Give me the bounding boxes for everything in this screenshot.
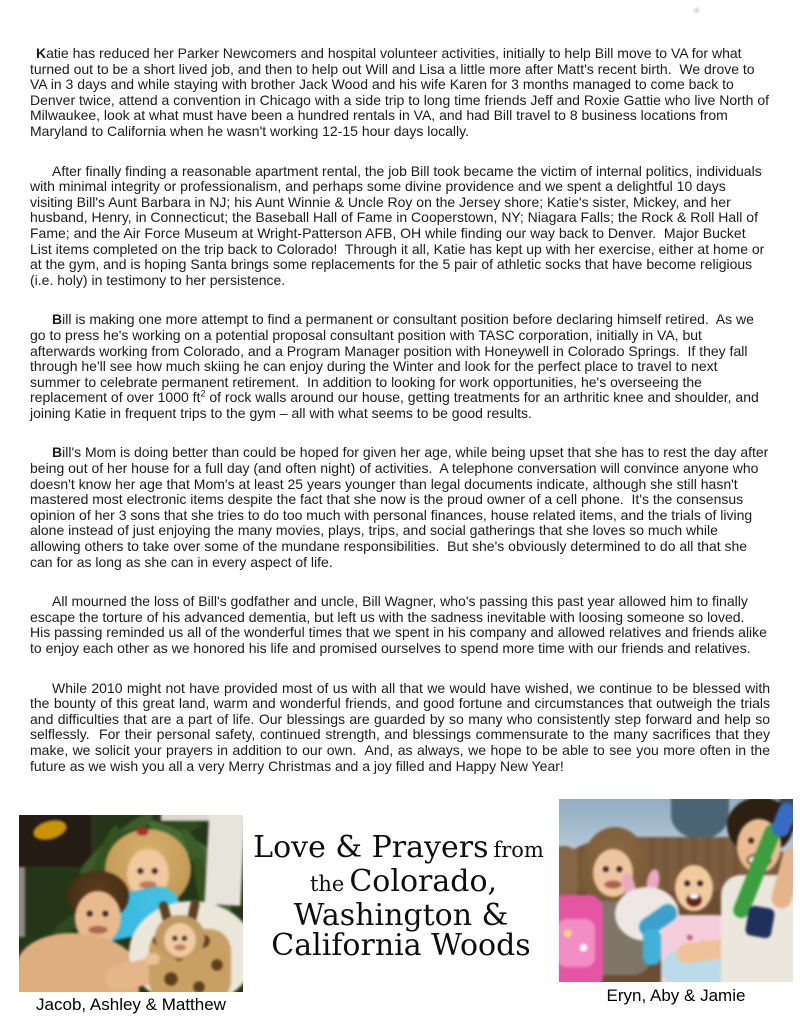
- paragraph-katie: [30, 45, 773, 140]
- navy-toy-part: [745, 905, 776, 939]
- closing-small-text: from: [493, 838, 544, 862]
- hair-bow: [137, 827, 148, 835]
- paragraph-blessings: [30, 679, 774, 775]
- photo-eryn-aby-jamie: [559, 799, 793, 982]
- photo-illustration: [19, 815, 243, 992]
- closing-line-4: California Woods: [271, 928, 531, 963]
- paragraph-text: atie has reduced her Parker Newcomers and hospital volunteer activities, initially to help Bill move to VA for what turned out to be a short lived job, and then to help out Will and Lisa a little more after Matt's recent birth. We drove to VA in 3 days and while staying with brother Jack Wood and his wife Karen for 3 months managed to come back to Denver twice, attend a convention in Chicago with a side trip to long time friends Jeff and Roxie Gattie who live North of Milwaukee, look at what must have been a hundred rentals in VA, and had Bill travel to 8 business locations from Maryland to California when he wasn't working 12-15 hour days locally.: [30, 45, 773, 139]
- closing-small-text: the: [309, 872, 345, 896]
- closing-line-1: [245, 830, 557, 867]
- paragraph-text: All mourned the loss of Bill's godfather and uncle, Bill Wagner, who's passing this past year allowed him to finally escape the torture of his advanced dementia, but left us with the sadness inevitable with loosing someone so loved. His passing reminded us all of the wonderful times that we spent in his company and allowed relatives and friends alike to enjoy each other as we honored his life and promised ourselves to spend more time with our friends and relatives.: [30, 593, 771, 656]
- photo-jacob-ashley-matthew: [19, 815, 243, 992]
- closing-line-3: Washington &: [293, 898, 509, 933]
- white-post: [204, 815, 243, 906]
- superscript-2: 2: [200, 388, 206, 399]
- paragraph-trip: [30, 164, 770, 289]
- paragraph-text: After finally finding a reasonable apartment rental, the job Bill took became the victim of internal politics, individuals with minimal integrity or professionalism, and perhaps some divine providence and we spent a delightful 10 days visiting Bill's Aunt Barbara in NJ; his Aunt Winnie & Uncle Roy on the Jersey shore; Katie's sister, Mickey, and her husband, Henry, in Connecticut; the Baseball Hall of Fame in Cooperstown, NY; Niagara Falls; the Rock & Roll Hall of Fame; and the Air Force Museum at Wright-Patterson AFB, OH while finding our way back to Denver. Major Bucket List items completed on the trip back to Colorado! Through it all, Katie has kept up with her exercise, either at home or at the gym, and is hoping Santa brings some replacements for the 5 pair of athletic socks that have become religious (i.e. holy) in testimony to her persistence.: [30, 162, 769, 288]
- girl2-face: [675, 865, 713, 911]
- scan-artifact: [692, 6, 701, 15]
- paragraph-bill-wagner: [30, 594, 770, 656]
- baby-hand: [145, 953, 160, 965]
- photo-illustration: [559, 799, 793, 982]
- closing-greeting: [245, 830, 557, 963]
- paragraph-text: ill is making one more attempt to find a permanent or consultant position before declaring himself retired. As we go to press he's working on a potential proposal consultant position with TASC corporation, initially in VA, but afterwards working from Colorado, and a Program Manager position with Honeywell in Colorado Springs. If they fall through he'll see how much skiing he can enjoy during the Winter and look for the perfect place to travel to next summer to celebrate permanent retirement. In addition to looking for work opportunities, he's overseeing the replacement of over 1000 ft: [30, 311, 758, 406]
- closing-large-text: Love & Prayers: [253, 830, 489, 865]
- closing-large-text: Colorado,: [349, 864, 498, 899]
- baby-face: [164, 923, 196, 957]
- paragraph-bill-job: [30, 312, 770, 421]
- paragraph-text: While 2010 might not have provided most of us with all that we would have wished, we continue to be blessed with the bounty of this great land, warm and wonderful friends, and good fortune and circumstances that outweigh the trials and difficulties that are a part of life. Our blessings are guarded by so many who consistently step forward and help so selflessly. For their personal safety, continued strength, and blessings commensurate to the many sacrifices that they make, we solicit your prayers in addition to our own. And, as always, we hope to be able to see you more often in the future as we wish you all a very Merry Christmas and a joy filled and Happy New Year!: [30, 679, 774, 774]
- paragraph-mom: [30, 444, 773, 570]
- paragraph-text: of rock walls around our house, getting treatments for an arthritic knee and shoulder, and joining Katie in frequent trips to the gym – all with what seems to be good results.: [30, 389, 763, 421]
- paragraph-lead: B: [52, 311, 63, 328]
- letter-body: [30, 45, 774, 798]
- backpack-pocket: [559, 919, 595, 967]
- blue-toy: [643, 929, 661, 965]
- paragraph-text: ill's Mom is doing better than could be hoped for given her age, while being upset that she has to rest the day after being out of her house for a full day (and often night) of activities. A telephone conversation will convince anyone who doesn't know her age that Mom's at least 25 years younger than legal documents indicate, although she still hasn't mastered most electronic items despite the fact that she now is the proud owner of a cell phone. It's the consensus opinion of her 3 sons that she tries to do too much with personal finances, house related items, and the trials of living alone instead of just enjoying the many movies, plays, trips, and social gatherings that she loves so much while allowing others to take over some of the mundane responsibilities. But she's obviously determined to do all that she can for as long as she can in every aspect of life.: [30, 444, 773, 570]
- closing-line-2: [245, 864, 557, 901]
- caption-jacob-ashley-matthew: Jacob, Ashley & Matthew: [36, 995, 226, 1014]
- caption-eryn-aby-jamie: Eryn, Aby & Jamie: [606, 986, 746, 1005]
- paragraph-lead: B: [52, 444, 63, 461]
- paragraph-lead: K: [36, 45, 47, 61]
